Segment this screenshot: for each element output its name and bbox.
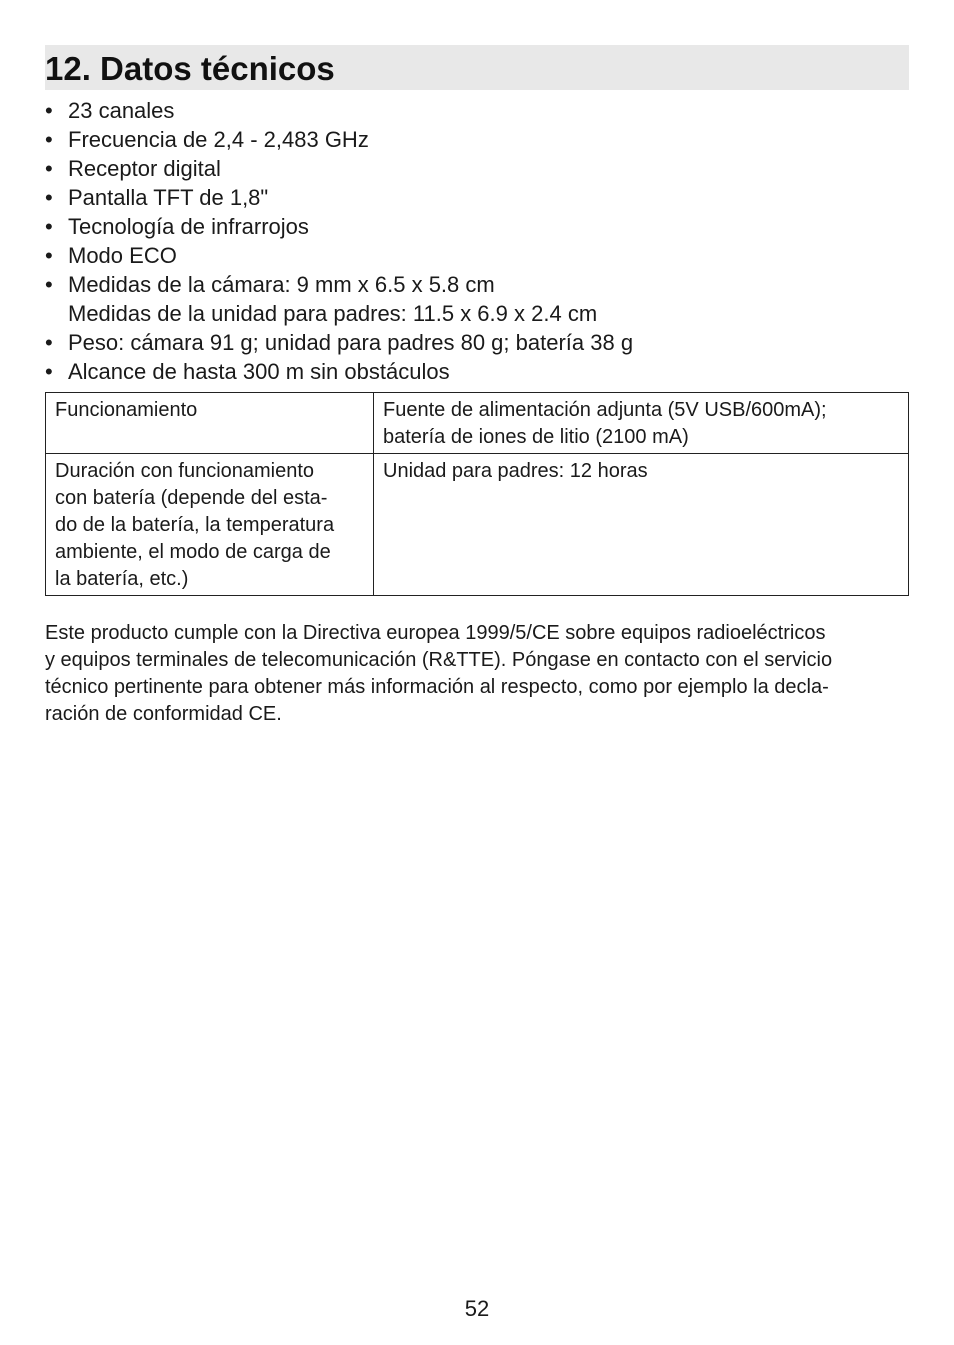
page-number: 52 <box>464 1296 490 1321</box>
table-cell-value <box>374 393 909 454</box>
table-row <box>46 393 909 454</box>
list-item <box>45 328 909 357</box>
spec-text: Frecuencia de 2,4 - 2,483 GHz <box>68 127 369 152</box>
notice-line: Este producto cumple con la Directiva europea 1999/5/CE sobre equipos radioeléctricos <box>45 622 826 644</box>
cell-line: batería de iones de litio (2100 mA) <box>383 426 689 448</box>
spec-text: Modo ECO <box>68 243 177 268</box>
list-item <box>45 270 909 328</box>
bullet-icon: • <box>45 214 53 239</box>
section-title: 12. Datos técnicos <box>45 50 335 87</box>
table-row <box>46 454 909 596</box>
notice-line: ración de conformidad CE. <box>45 703 282 725</box>
spec-list <box>45 96 909 386</box>
cell-line: do de la batería, la temperatura <box>55 514 335 536</box>
spec-text: Peso: cámara 91 g; unidad para padres 80 g; batería 38 g <box>68 330 634 355</box>
spec-text: Tecnología de infrarrojos <box>68 214 309 239</box>
spec-text-continued: Medidas de la unidad para padres: 11.5 x 6.9 x 2.4 cm <box>68 301 598 326</box>
cell-line: Fuente de alimentación adjunta (5V USB/600mA); <box>383 399 827 421</box>
bullet-icon: • <box>45 98 53 123</box>
bullet-icon: • <box>45 185 53 210</box>
compliance-notice <box>45 620 909 728</box>
list-item <box>45 183 909 212</box>
spec-text: Alcance de hasta 300 m sin obstáculos <box>68 359 450 384</box>
table-cell-value <box>374 454 909 596</box>
list-item <box>45 154 909 183</box>
list-item <box>45 212 909 241</box>
spec-text: Pantalla TFT de 1,8" <box>68 185 269 210</box>
bullet-icon: • <box>45 272 53 297</box>
table-cell-label <box>46 393 374 454</box>
spec-text: Receptor digital <box>68 156 221 181</box>
cell-line: ambiente, el modo de carga de <box>55 541 331 563</box>
list-item <box>45 357 909 386</box>
bullet-icon: • <box>45 243 53 268</box>
cell-line: Unidad para padres: 12 horas <box>383 460 648 482</box>
spec-text: 23 canales <box>68 98 175 123</box>
notice-line: y equipos terminales de telecomunicación (R&TTE). Póngase en contacto con el servicio <box>45 649 833 671</box>
cell-line: Duración con funcionamiento <box>55 460 315 482</box>
power-spec-table <box>45 392 909 596</box>
notice-line: técnico pertinente para obtener más información al respecto, como por ejemplo la decla- <box>45 676 829 698</box>
table-cell-label <box>46 454 374 596</box>
list-item <box>45 241 909 270</box>
bullet-icon: • <box>45 156 53 181</box>
cell-line: con batería (depende del esta- <box>55 487 328 509</box>
bullet-icon: • <box>45 359 53 384</box>
list-item <box>45 96 909 125</box>
cell-line: Funcionamiento <box>55 399 198 421</box>
spec-text: Medidas de la cámara: 9 mm x 6.5 x 5.8 cm <box>68 272 495 297</box>
bullet-icon: • <box>45 330 53 355</box>
list-item <box>45 125 909 154</box>
bullet-icon: • <box>45 127 53 152</box>
cell-line: la batería, etc.) <box>55 568 189 590</box>
section-heading-bar <box>45 45 909 90</box>
